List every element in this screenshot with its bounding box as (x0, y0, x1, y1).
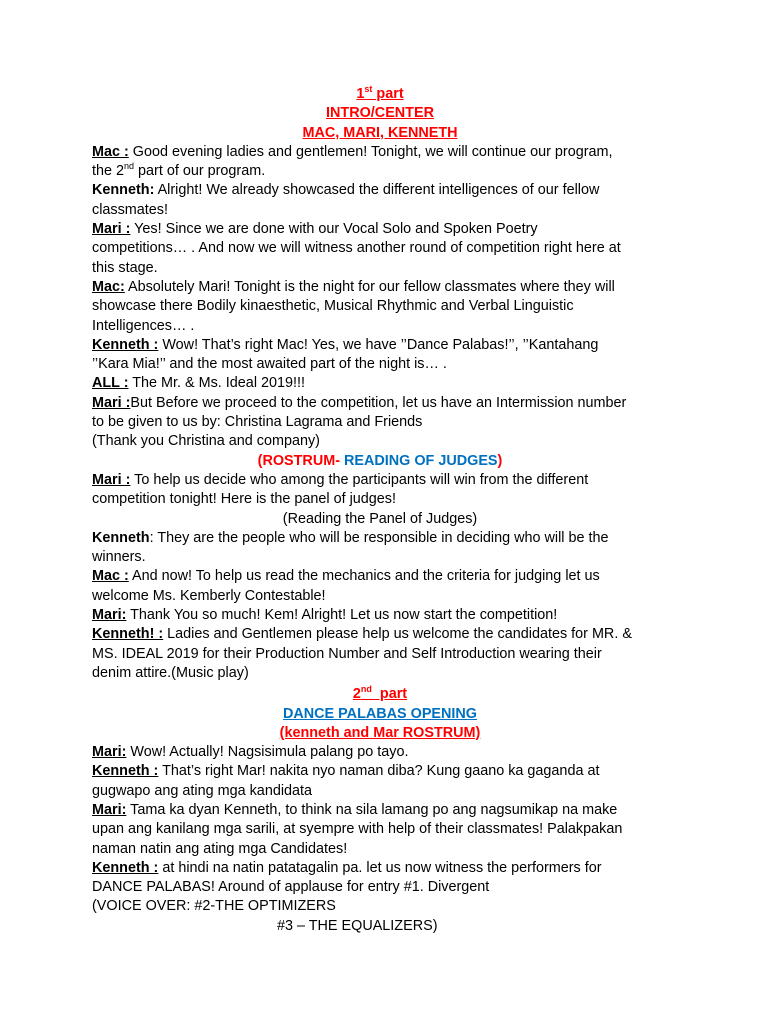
speaker-label: ALL : (92, 375, 129, 392)
script-line (92, 529, 668, 548)
script-line (92, 336, 668, 355)
script-line: denim attire.(Music play) (92, 664, 249, 681)
speaker-label: Kenneth : (92, 859, 159, 876)
part1-num: 1 (356, 86, 365, 102)
speaker-label: Mari : (92, 394, 131, 411)
part1-hosts: MAC, MARI, KENNETH (302, 124, 458, 141)
script-line (92, 181, 668, 200)
script-line: competitions… . And now we will witness another round of competition right here at (92, 240, 621, 257)
speaker-label: Mac : (92, 143, 129, 160)
part1-title: INTRO/CENTER (326, 105, 434, 122)
line-text: To help us decide who among the participants will win from the different (130, 471, 589, 488)
part2-hosts: (kenneth and Mar ROSTRUM) (279, 724, 481, 741)
speaker-label: Mari: (92, 801, 127, 818)
script-line: (Thank you Christina and company) (92, 433, 320, 450)
script-line (92, 220, 668, 239)
script-line: #3 – THE EQUALIZERS) (277, 917, 438, 934)
speaker-label: Kenneth! : (92, 626, 164, 643)
line-text: at hindi na natin patatagalin pa. let us now witness the performers for (158, 859, 602, 876)
line-text: part of our program. (134, 163, 266, 180)
line-text: Alright! We already showcased the different intelligences of our fellow (154, 182, 600, 199)
script-line (92, 801, 668, 820)
script-line (92, 374, 668, 393)
line-text: Absolutely Mari! Tonight is the night for our fellow classmates where they will (124, 278, 615, 295)
speaker-label: Mari : (92, 221, 131, 238)
script-line (92, 625, 668, 644)
line-text: Wow! Actually! Nagsisimula palang po tayo. (126, 744, 409, 761)
script-section-3 (92, 743, 668, 936)
rostrum-title: READING OF JUDGES (344, 452, 498, 469)
part2-sup: nd (360, 684, 372, 695)
line-text: But Before we proceed to the competition, let us have an Intermission number (130, 394, 627, 411)
script-line (92, 278, 668, 297)
part1-sup: st (364, 84, 373, 95)
part2-title: DANCE PALABAS OPENING (282, 705, 478, 722)
part1-heading (92, 85, 668, 104)
line-text: Ladies and Gentlemen please help us welcome the candidates for MR. & (163, 626, 632, 643)
script-line: Intelligences… . (92, 317, 195, 334)
script-line: ’’Kara Mia!’’ and the most awaited part of the night is… . (92, 356, 447, 373)
script-section-1 (92, 143, 668, 452)
speaker-label: Mac : (92, 568, 129, 585)
speaker-label: Mac: (92, 278, 125, 295)
script-line: upan ang kanilang mga sarili, at syempre with help of their classmates! Palakpakan (92, 821, 623, 838)
speaker-label: Kenneth : (92, 763, 159, 780)
script-line: DANCE PALABAS! Around of applause for entry #1. Divergent (92, 879, 490, 896)
speaker-label: Kenneth (92, 529, 150, 546)
script-line (92, 162, 668, 181)
line-text: Thank You so much! Kem! Alright! Let us now start the competition! (126, 607, 558, 624)
line-superscript: nd (124, 161, 135, 172)
script-line: (VOICE OVER: #2-THE OPTIMIZERS (92, 898, 336, 915)
rostrum-open: (ROSTRUM- (257, 452, 344, 469)
line-text: Good evening ladies and gentlemen! Tonight, we will continue our program, (128, 143, 613, 160)
script-line (92, 394, 668, 413)
line-text: : They are the people who will be responsible in deciding who will be the (149, 529, 609, 546)
line-text: Tama ka dyan Kenneth, to think na sila lamang po ang nagsumikap na make (126, 801, 618, 818)
script-line (92, 859, 668, 878)
script-line: classmates! (92, 201, 168, 218)
script-line (92, 762, 668, 781)
speaker-label: Mari: (92, 607, 127, 624)
part2-heading (92, 685, 668, 704)
rostrum-close: ) (497, 452, 503, 469)
script-line: naman natin ang ating mga Candidates! (92, 840, 348, 857)
script-line (92, 567, 668, 586)
line-text: That’s right Mar! nakita nyo naman diba? Kung gaano ka gaganda at (158, 763, 600, 780)
part1-label: part (372, 86, 404, 102)
script-line: winners. (92, 549, 146, 566)
script-section-2 (92, 471, 668, 683)
script-line: to be given to us by: Christina Lagrama and Friends (92, 414, 423, 431)
script-line (92, 606, 668, 625)
part2-num: 2 (352, 686, 361, 703)
speaker-label: Mari : (92, 471, 131, 488)
script-line: competition tonight! Here is the panel of judges! (92, 491, 396, 508)
speaker-label: Mari: (92, 744, 127, 761)
script-line: this stage. (92, 259, 158, 276)
script-line: showcase there Bodily kinaesthetic, Musical Rhythmic and Verbal Linguistic (92, 298, 574, 315)
stage-direction: (Reading the Panel of Judges) (282, 510, 478, 527)
script-line (92, 743, 668, 762)
script-line: MS. IDEAL 2019 for their Production Number and Self Introduction wearing their (92, 645, 602, 662)
speaker-label: Kenneth : (92, 336, 159, 353)
line-text: Wow! That’s right Mac! Yes, we have ’’Dance Palabas!’’, ’’Kantahang (158, 336, 599, 353)
script-line (92, 143, 668, 162)
line-text: the 2 (92, 163, 125, 180)
script-line (92, 471, 668, 490)
speaker-label: Kenneth: (92, 182, 155, 199)
script-line: gugwapo ang ating mga kandidata (92, 782, 313, 799)
line-text: And now! To help us read the mechanics and the criteria for judging let us (128, 568, 600, 585)
part2-label: part (371, 686, 408, 703)
rostrum-heading (92, 452, 668, 471)
line-text: Yes! Since we are done with our Vocal Solo and Spoken Poetry (130, 221, 538, 238)
script-line: welcome Ms. Kemberly Contestable! (92, 587, 326, 604)
line-text: The Mr. & Ms. Ideal 2019!!! (128, 375, 306, 392)
